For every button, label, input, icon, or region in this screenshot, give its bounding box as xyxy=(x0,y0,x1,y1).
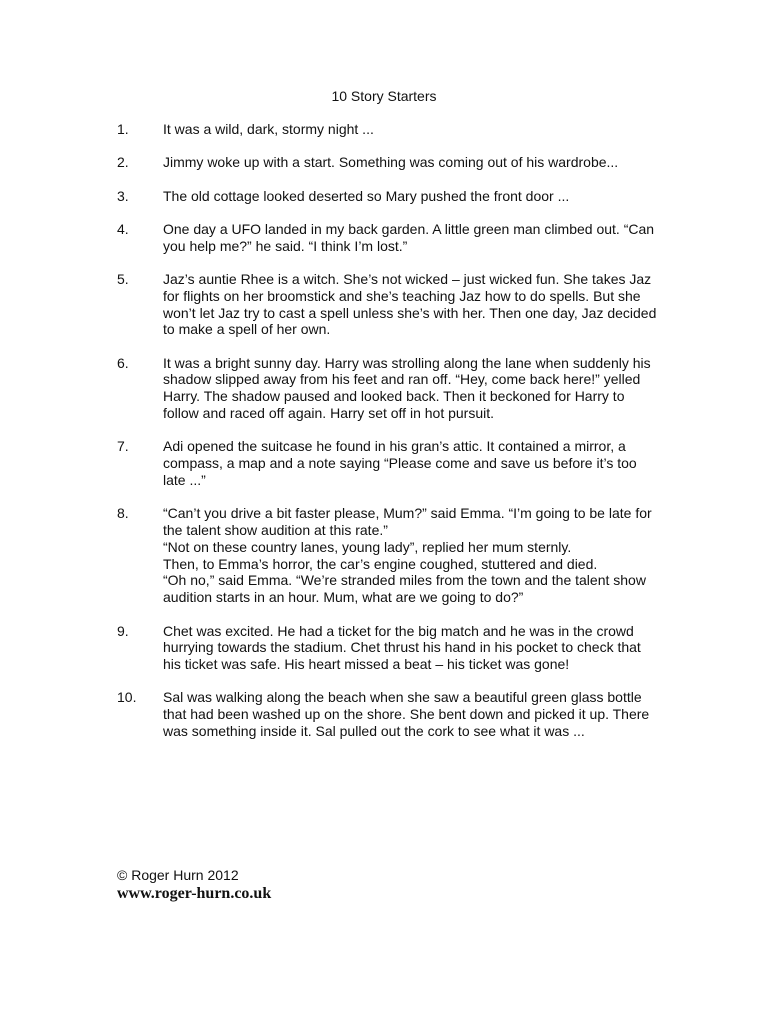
story-text xyxy=(163,623,657,673)
story-line: “Not on these country lanes, young lady”, replied her mum sternly. xyxy=(163,538,572,555)
story-item xyxy=(117,689,657,739)
story-item xyxy=(117,154,657,171)
document-title: 10 Story Starters xyxy=(331,88,437,104)
story-number: 10. xyxy=(117,689,137,706)
story-item xyxy=(117,355,657,422)
story-item xyxy=(117,623,657,673)
website-url: www.roger-hurn.co.uk xyxy=(117,885,272,902)
story-starters-list xyxy=(117,121,657,756)
story-text xyxy=(163,188,657,205)
story-text xyxy=(163,221,657,255)
story-number: 7. xyxy=(117,438,129,455)
story-item xyxy=(117,188,657,205)
story-line: Sal was walking along the beach when she saw a beautiful green glass bottle that had been washed up on the shore. She bent down and picked it up. There was something inside it. Sal pulled out the cork to see what it was ... xyxy=(163,689,650,740)
story-number: 1. xyxy=(117,121,129,137)
story-text xyxy=(163,438,657,488)
story-line: It was a wild, dark, stormy night ... xyxy=(163,121,374,137)
story-line: The old cottage looked deserted so Mary pushed the front door ... xyxy=(163,187,570,204)
story-item xyxy=(117,121,657,138)
story-number: 4. xyxy=(117,220,129,237)
story-line: Jimmy woke up with a start. Something was coming out of his wardrobe... xyxy=(163,154,619,171)
story-number: 8. xyxy=(117,505,129,522)
story-line: “Oh no,” said Emma. “We’re stranded miles from the town and the talent show audition starts in an hour. Mum, what are we going to do?” xyxy=(163,572,646,606)
story-item xyxy=(117,271,657,338)
story-number: 6. xyxy=(117,354,129,371)
story-item xyxy=(117,505,657,606)
story-item xyxy=(117,438,657,488)
story-text xyxy=(163,271,657,338)
story-line: It was a bright sunny day. Harry was strolling along the lane when suddenly his shadow slipped away from his feet and ran off. “Hey, come back here!” yelled Harry. The shadow paused and looked back. Then it beckoned for Harry to follow and raced off again. Harry set off in hot pursuit. xyxy=(163,354,651,422)
story-text xyxy=(163,689,657,739)
story-number: 9. xyxy=(117,622,129,639)
story-text xyxy=(163,355,657,422)
story-item xyxy=(117,221,657,255)
story-text xyxy=(163,505,657,606)
story-number: 2. xyxy=(117,154,129,171)
story-text xyxy=(163,154,657,171)
story-line: One day a UFO landed in my back garden. A little green man climbed out. “Can you help me?” he said. “I think I’m lost.” xyxy=(163,220,655,254)
story-line: “Can’t you drive a bit faster please, Mum?” said Emma. “I’m going to be late for the talent show audition at this rate.” xyxy=(163,505,652,539)
story-number: 3. xyxy=(117,187,129,204)
copyright-notice: © Roger Hurn 2012 xyxy=(117,867,239,883)
story-line: Adi opened the suitcase he found in his gran’s attic. It contained a mirror, a compass, a map and a note saying “Please come and save us before it’s too late ...” xyxy=(163,438,637,488)
story-line: Then, to Emma’s horror, the car’s engine coughed, stuttered and died. xyxy=(163,555,598,572)
footer xyxy=(117,866,271,904)
story-line: Chet was excited. He had a ticket for the big match and he was in the crowd hurrying towards the stadium. Chet thrust his hand in his pocket to check that his ticket was safe. His heart missed a beat – his ticket was gone! xyxy=(163,622,641,673)
story-text xyxy=(163,121,657,138)
story-line: Jaz’s auntie Rhee is a witch. She’s not wicked – just wicked fun. She takes Jaz for flights on her broomstick and she’s teaching Jaz how to do spells. But she won’t let Jaz try to cast a spell unless she’s with her. Then one day, Jaz decided to make a spell of her own. xyxy=(163,270,657,338)
story-number: 5. xyxy=(117,270,129,287)
